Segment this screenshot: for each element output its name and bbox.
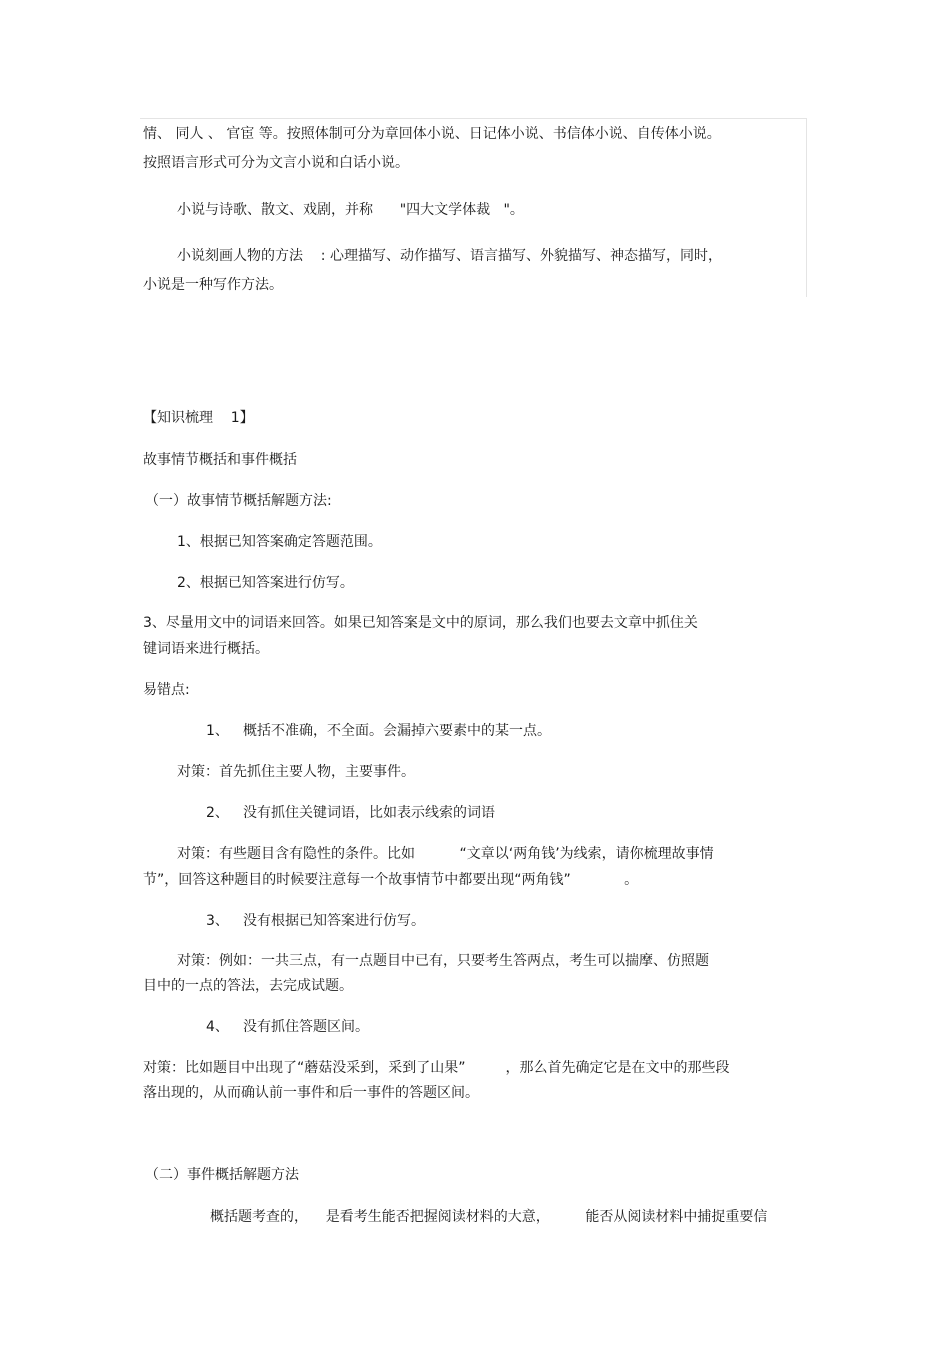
step-1: 1、根据已知答案确定答题范围。	[177, 534, 382, 550]
intro-line-2: 按照语言形式可分为文言小说和白话小说。	[143, 155, 409, 171]
error-2-text: 没有抓住关键词语，比如表示线索的词语	[243, 805, 495, 821]
step-2: 2、根据已知答案进行仿写。	[177, 575, 354, 591]
step-3-line-2: 键词语来进行概括。	[143, 641, 269, 657]
error-3-number: 3、	[206, 913, 229, 929]
error-4-number: 4、	[206, 1019, 229, 1035]
part2-title: （二）事件概括解题方法	[145, 1167, 299, 1183]
error-2-strategy-line-2: 节”，回答这种题目的时候要注意每一个故事情节中都要出现“两角钱” 。	[143, 872, 639, 888]
error-4-strategy-line-1: 对策：比如题目中出现了“蘑菇没采到，采到了山果” ，那么首先确定它是在文中的那些段	[143, 1060, 730, 1076]
error-3-strategy-line-1: 对策：例如：一共三点，有一点题目中已有，只要考生答两点，考生可以揣摩、仿照题	[177, 953, 709, 969]
part2-line-1: 概括题考查的， 是看考生能否把握阅读材料的大意， 能否从阅读材料中捕捉重要信	[210, 1209, 768, 1225]
intro-line-1: 情、 同人 、 官宦 等。按照体制可分为章回体小说、日记体小说、书信体小说、自传体小说。	[143, 126, 721, 142]
step-3-line-1: 3、尽量用文中的词语来回答。如果已知答案是文中的原词，那么我们也要去文章中抓住关	[143, 615, 698, 631]
error-3-text: 没有根据已知答案进行仿写。	[243, 913, 425, 929]
intro-line-5: 小说是一种写作方法。	[143, 277, 283, 293]
error-3-strategy-line-2: 目中的一点的答法，去完成试题。	[143, 978, 353, 994]
error-2-strategy-line-1: 对策：有些题目含有隐性的条件。比如 “文章以‘两角钱’为线索，请你梳理故事情	[177, 846, 714, 862]
error-4-strategy-line-2: 落出现的，从而确认前一事件和后一事件的答题区间。	[143, 1085, 479, 1101]
error-1-number: 1、	[206, 723, 229, 739]
error-2-number: 2、	[206, 805, 229, 821]
errors-label: 易错点:	[143, 682, 190, 698]
section-heading: 【知识梳理 1】	[143, 410, 254, 426]
error-1-strategy: 对策：首先抓住主要人物，主要事件。	[177, 764, 415, 780]
section-subtitle: 故事情节概括和事件概括	[143, 452, 297, 468]
intro-line-3: 小说与诗歌、散文、戏剧，并称 "四大文学体裁 "。	[177, 202, 524, 218]
error-4-text: 没有抓住答题区间。	[243, 1019, 369, 1035]
error-1-text: 概括不准确，不全面。会漏掉六要素中的某一点。	[243, 723, 551, 739]
intro-line-4: 小说刻画人物的方法 : 心理描写、动作描写、语言描写、外貌描写、神态描写，同时，	[177, 248, 722, 264]
part1-title: （一）故事情节概括解题方法:	[145, 493, 332, 509]
